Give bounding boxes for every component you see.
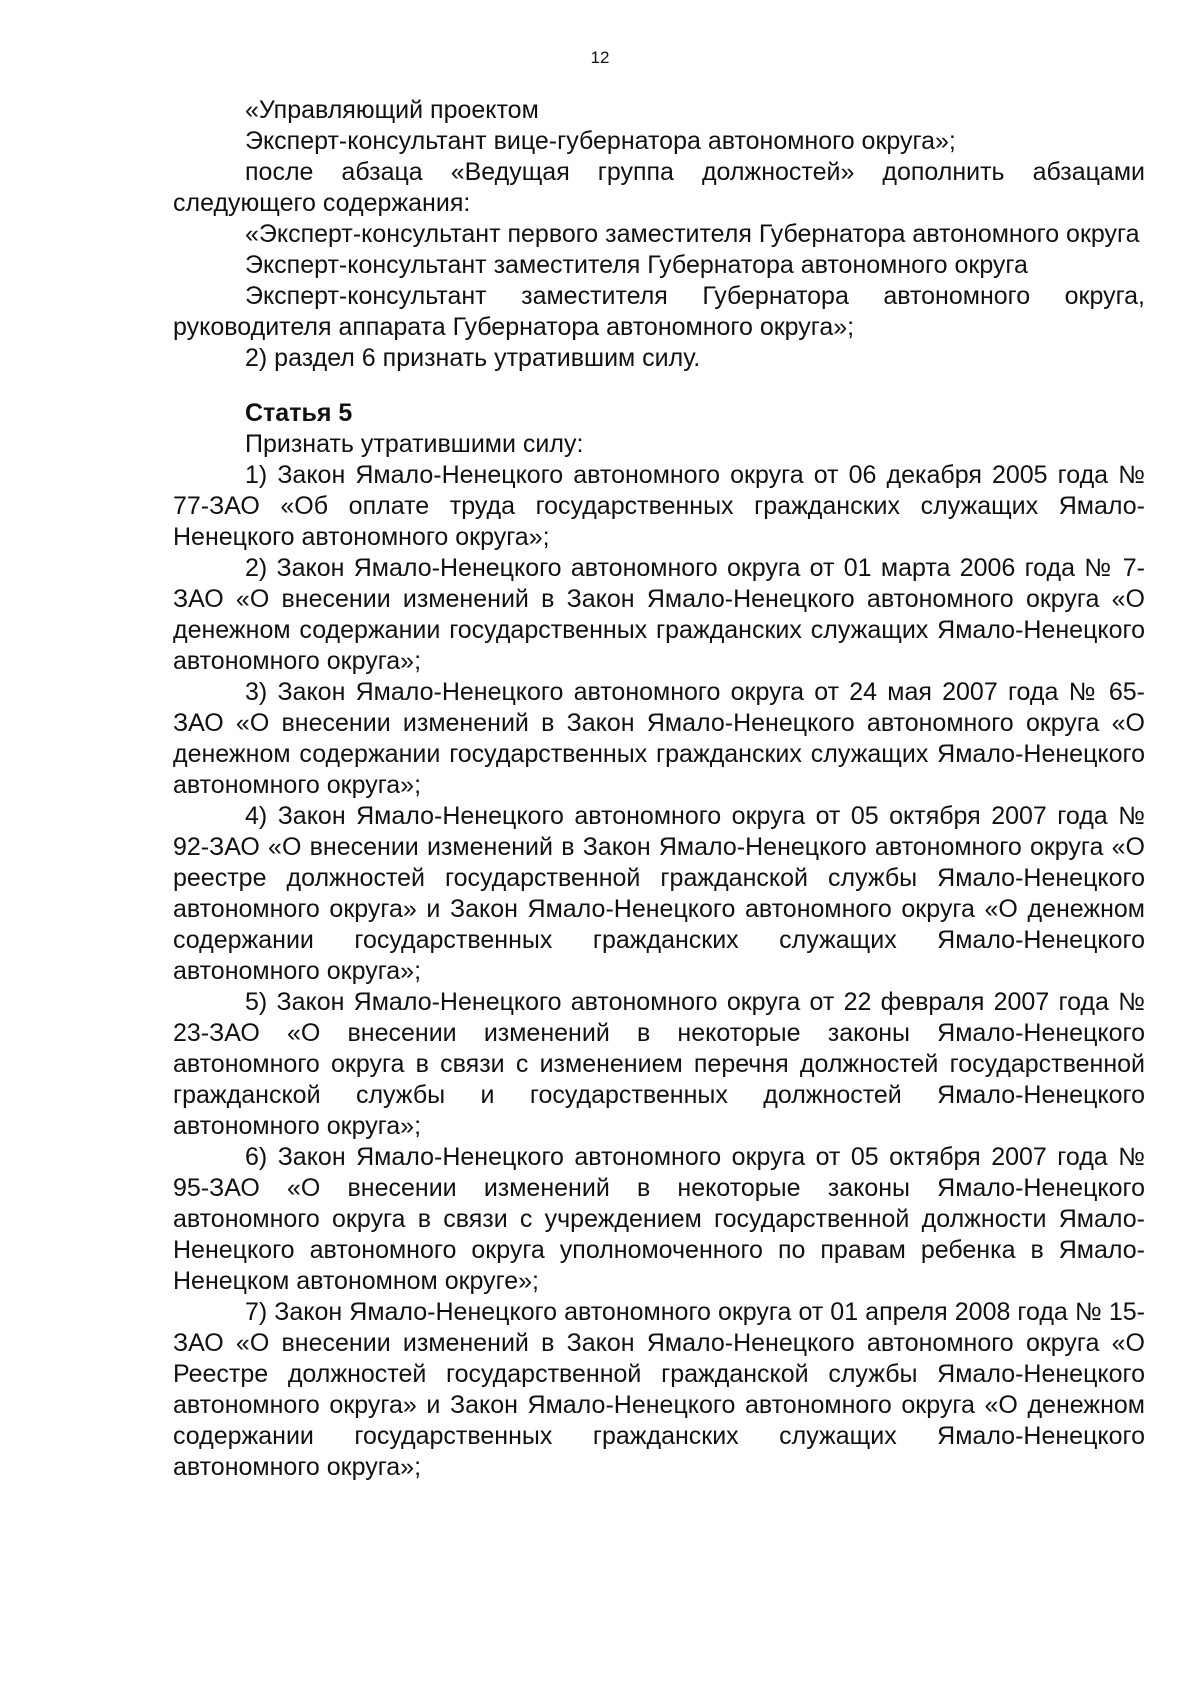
list-item: 6) Закон Ямало-Ненецкого автономного округа от 05 октября 2007 года № 95-ЗАО «О внесении изменений в некоторые законы Ямало-Ненецкого автономного округа в связи с учреждением государственной должности Ямало-Ненецкого автономного округа уполномоченного по правам ребенка в Ямало-Ненецком автономном округе»; — [173, 1143, 1145, 1295]
list-item: 2) Закон Ямало-Ненецкого автономного округа от 01 марта 2006 года № 7-ЗАО «О внесении изменений в Закон Ямало-Ненецкого автономного округа «О денежном содержании государственных гражданских служащих Ямало-Ненецкого автономного округа»; — [173, 554, 1145, 675]
paragraph: после абзаца «Ведущая группа должностей» дополнить абзацами следующего содержания: — [173, 158, 1145, 217]
paragraph: «Эксперт-консультант первого заместителя Губернатора автономного округа — [245, 220, 1140, 248]
list-item: 7) Закон Ямало-Ненецкого автономного округа от 01 апреля 2008 года № 15-ЗАО «О внесении изменений в Закон Ямало-Ненецкого автономного округа «О Реестре должностей государственной гражданской службы Ямало-Ненецкого автономного округа» и Закон Ямало-Ненецкого автономного округа «О денежном содержании государственных гражданских служащих Ямало-Ненецкого автономного округа»; — [173, 1298, 1145, 1481]
paragraph: Эксперт-консультант заместителя Губернатора автономного округа, руководителя аппарата Губернатора автономного округа»; — [173, 282, 1145, 341]
list-item: 3) Закон Ямало-Ненецкого автономного округа от 24 мая 2007 года № 65-ЗАО «О внесении изменений в Закон Ямало-Ненецкого автономного округа «О денежном содержании государственных гражданских служащих Ямало-Ненецкого автономного округа»; — [173, 678, 1145, 799]
paragraph: «Управляющий проектом — [245, 96, 539, 124]
list-item: 1) Закон Ямало-Ненецкого автономного округа от 06 декабря 2005 года № 77-ЗАО «Об оплате труда государственных гражданских служащих Ямало-Ненецкого автономного округа»; — [173, 461, 1145, 551]
list-item: 4) Закон Ямало-Ненецкого автономного округа от 05 октября 2007 года № 92-ЗАО «О внесении изменений в Закон Ямало-Ненецкого автономного округа «О реестре должностей государственной гражданской службы Ямало-Ненецкого автономного округа» и Закон Ямало-Ненецкого автономного округа «О денежном содержании государственных гражданских служащих Ямало-Ненецкого автономного округа»; — [173, 802, 1145, 985]
page-number: 12 — [590, 48, 610, 67]
article-heading: Статья 5 — [245, 399, 353, 427]
paragraph: 2) раздел 6 признать утратившим силу. — [245, 344, 701, 372]
paragraph: Эксперт-консультант заместителя Губернатора автономного округа — [245, 251, 1028, 279]
article-intro: Признать утратившими силу: — [245, 430, 584, 458]
paragraph: Эксперт-консультант вице-губернатора автономного округа»; — [245, 127, 956, 155]
document-body — [173, 95, 1145, 1483]
list-item: 5) Закон Ямало-Ненецкого автономного округа от 22 февраля 2007 года № 23-ЗАО «О внесении изменений в некоторые законы Ямало-Ненецкого автономного округа в связи с изменением перечня должностей государственной гражданской службы и государственных должностей Ямало-Ненецкого автономного округа»; — [173, 988, 1145, 1140]
